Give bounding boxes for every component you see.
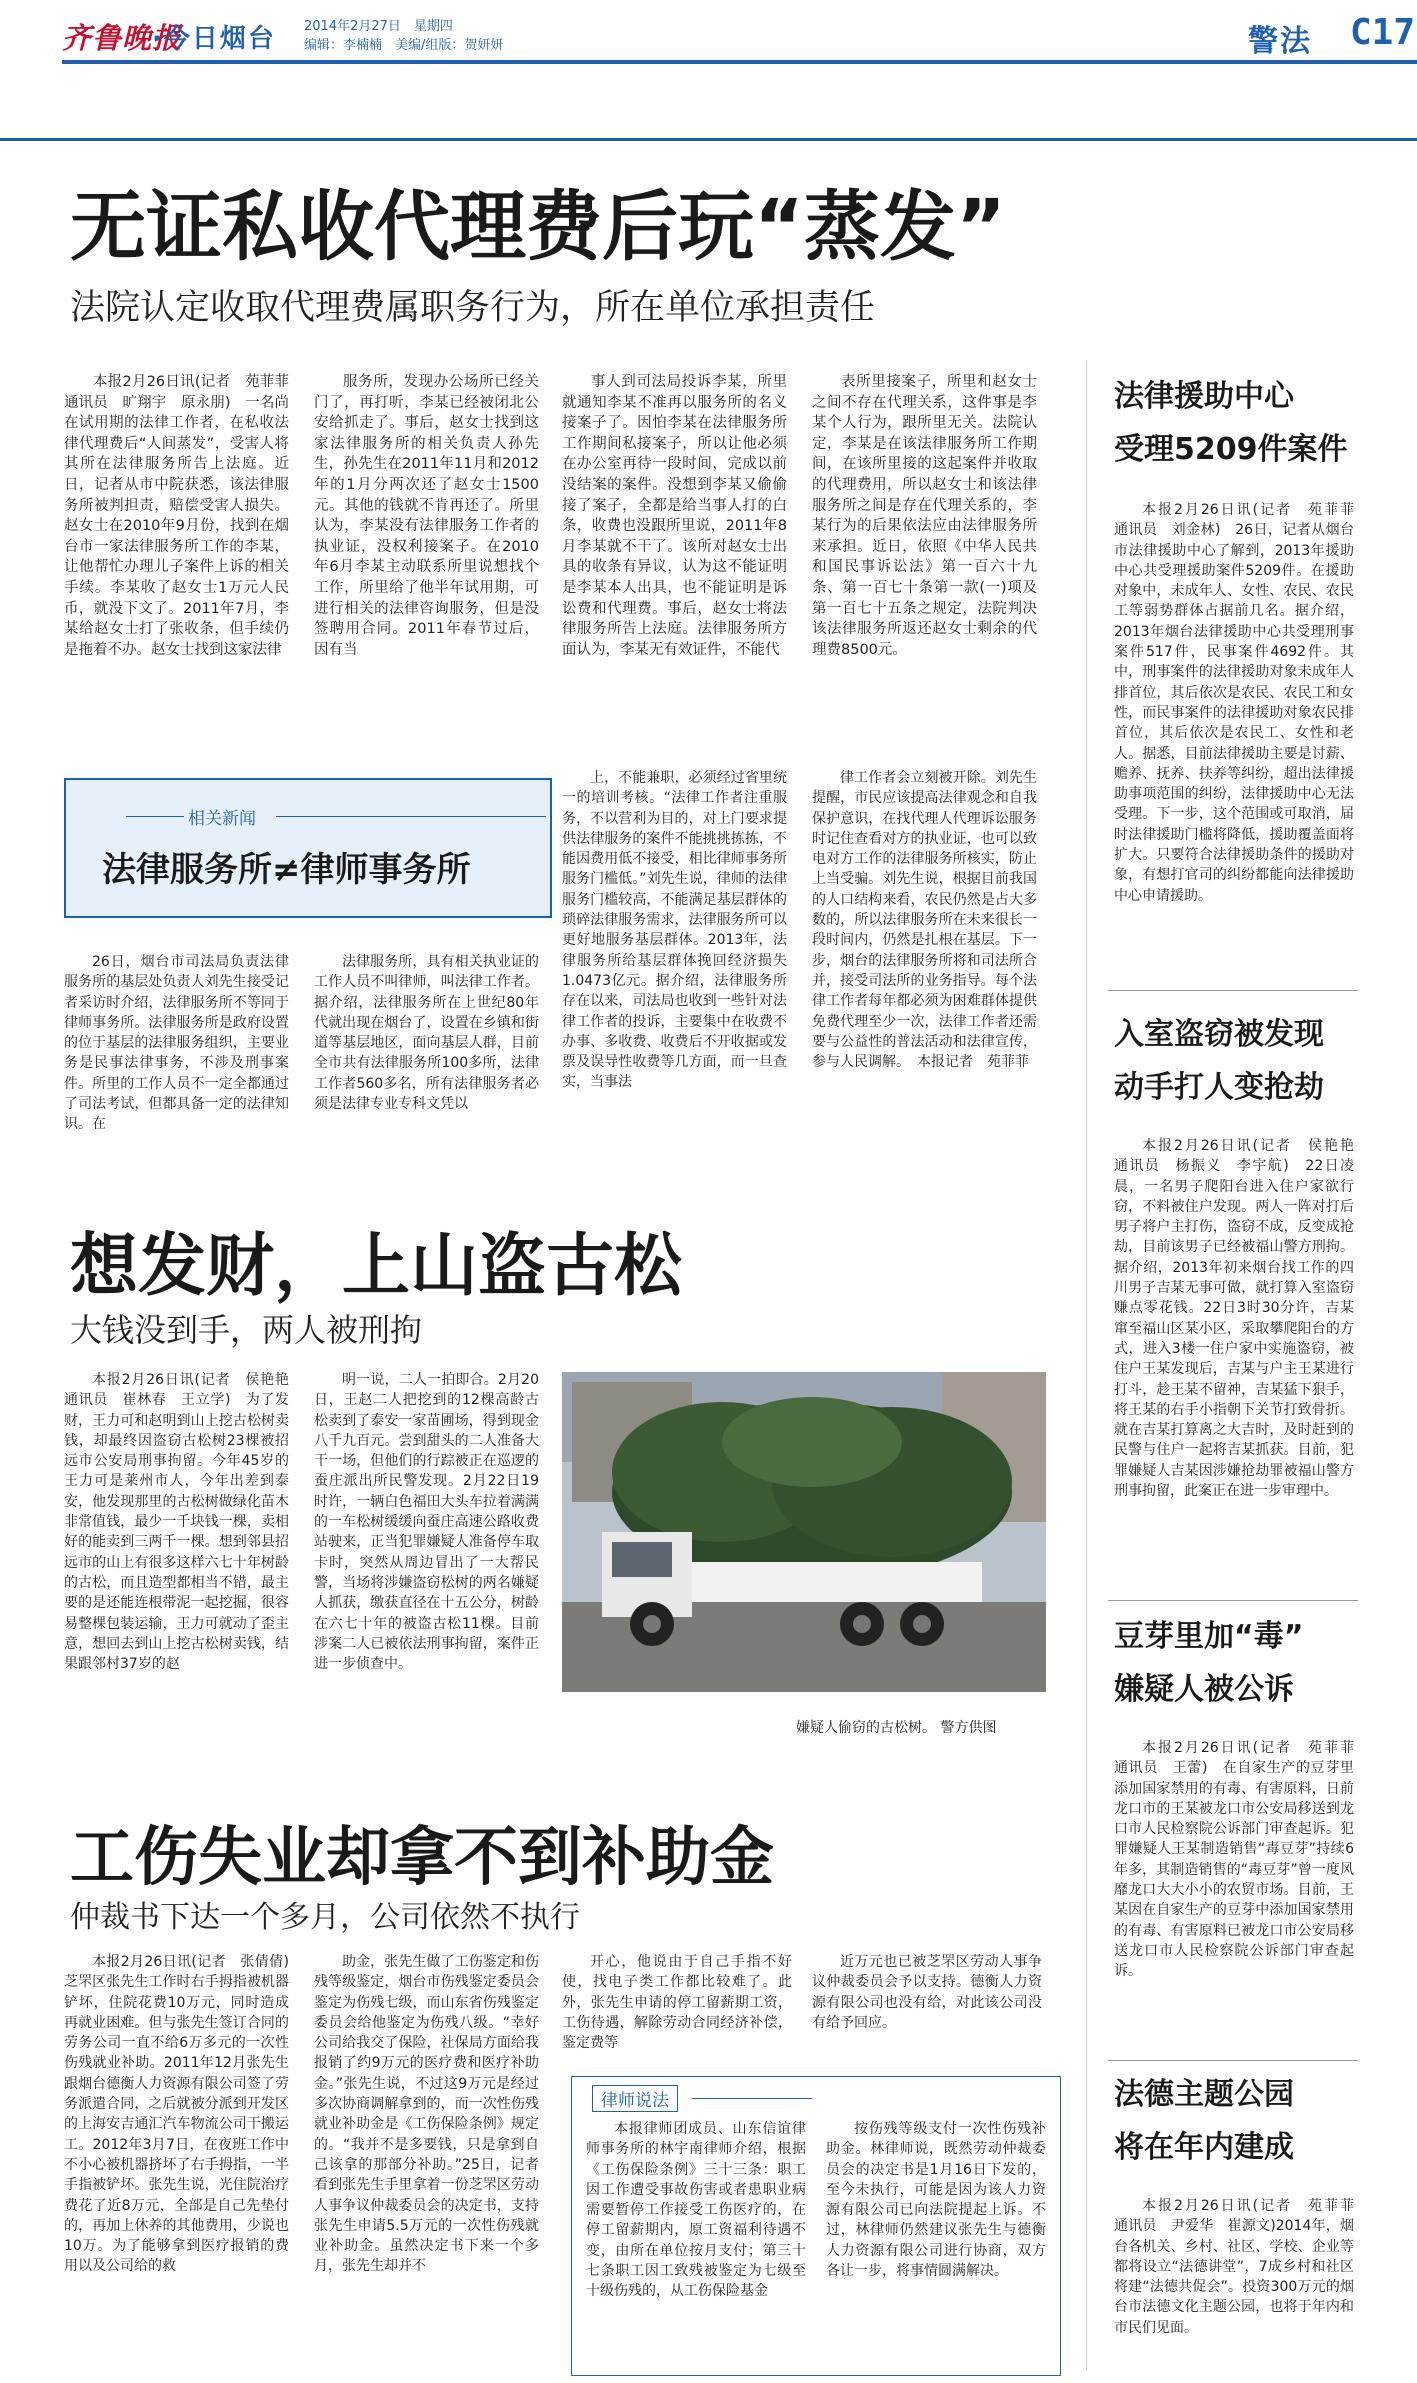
pine-truck-photo xyxy=(562,1372,1046,1692)
sidebar-story1-title-line1: 法律援助中心 xyxy=(1114,379,1294,414)
issue-meta xyxy=(304,17,503,55)
article1-subheadline: 法院认定收取代理费属职务行为，所在单位承担责任 xyxy=(70,288,876,328)
sidebar-story2-title-line1: 入室盗窃被发现 xyxy=(1114,1017,1324,1052)
related-news-box xyxy=(64,778,552,918)
article1-col2: 服务所，发现办公场所已经关门了，再打听，李某已经被闭北公安给抓走了。事后，赵女士找到这家法律服务所的相关负责人孙先生，孙先生在2011年11月和2012年的1月分两次还了赵女士1500元。其他的钱就不肯再还了。所里认为，李某没有法律服务工作者的执业证，没权利接案子。在2010年6月李某主动联系所里说想找个工作，所里给了他半年试用期，可进行相关的法律咨询服务，但是没签聘用合同。2011年春节过后，因有当 xyxy=(314,374,539,658)
section-name: ·今日烟台 xyxy=(152,24,276,54)
article1-col3: 事人到司法局投诉李某，所里就通知李某不准再以服务所的名义接案子了。因怕李某在法律服务所工作期间私接案子，所以让他必须在办公室再待一段时间，完成以前没结案的案件。没想到李某又偷偷接了案子，全都是给当事人打的白条，收费也没跟所里说，2011年8月李某就不干了。该所对赵女士出具的收条有异议，认为这不能证明是李某本人出具，也不能证明是诉讼费和代理费。事后，赵女士将法律服务所告上法庭。法律服务所方面认为，李某无有效证件，不能代 xyxy=(562,374,787,658)
article3-col4: 近万元也已被芝罘区劳动人事争议仲裁委员会予以支持。德衡人力资源有限公司也没有给，对此该公司没有给予回应。 xyxy=(812,1954,1042,2031)
sidebar-rule-3 xyxy=(1108,2060,1358,2061)
pine-truck-illustration xyxy=(562,1372,1046,1692)
sidebar-story3-title-line1: 豆芽里加“毒” xyxy=(1114,1619,1304,1654)
article3-col1: 本报2月26日讯(记者 张倩倩) 芝罘区张先生工作时右手拇指被机器铲坏，住院花费10万元，同时造成再就业困难。但与张先生签订合同的劳务公司一直不给6万多元的一次性伤残就业补助。2011年12月张先生跟烟台德衡人力资源有限公司签了劳务派遣合同，之后就被分派到开发区的上海安吉通汇汽车物流公司干搬运工。2012年3月7日，在夜班工作中不小心被机器挤坏了右手拇指，一半手指被铲坏。张先生说，光住院治疗费花了近8万元，全部是自己先垫付的，再加上休养的其他费用，少说也10万。为了能够拿到医疗报销的费用以及公司给的救 xyxy=(64,1954,303,2275)
sidebar-story1-body: 本报2月26日讯(记者 苑菲菲 通讯员 刘金林) 26日，记者从烟台市法律援助中心了解到，2013年援助中心共受理援助案件5209件。在援助对象中，未成年人、女性、农民、农民工等弱势群体占据前几名。据介绍，2013年烟台法律援助中心共受理刑事案件517件，民事案件4692件。其中，刑事案件的法律援助对象未成年人排首位，其后依次是农民、农民工和女性，而民事案件的法律援助对象农民排首位，其后依次是农民工、女性和老人。据悉，目前法律援助主要是讨薪、赡养、抚养、扶养等纠纷，超出法律援助事项范围的纠纷，法律援助中心无法受理。下一步，这个范围或可取消，届时法律援助门槛将降低，援助覆盖面将扩大。只要符合法律援助条件的援助对象，有想打官司的纠纷都能向法律援助中心申请援助。 xyxy=(1114,502,1368,904)
sidebar-story3-title-line2: 嫌疑人被公诉 xyxy=(1114,1672,1294,1707)
lawyer-col2: 按伤残等级支付一次性伤残补助金。林律师说，既然劳动仲裁委员会的决定书是1月16日下发的，至今未执行，可能是因为该人力资源有限公司已向法院提起上诉。不过，林律师仍然建议张先生与德衡人力资源有限公司进行协商，双方各让一步，将事情圆满解决。 xyxy=(826,2121,1046,2280)
related-col3: 上，不能兼职，必须经过省里统一的培训考核。“法律工作者注重服务，不以营利为目的，对上门要求提供法律服务的案件不能挑挑拣拣，不能因费用低不接受，相比律师事务所服务门槛低。”刘先生说，律师的法律服务门槛较高，不能满足基层群体的琐碎法律服务需求，法律服务所可以更好地服务基层群体。2013年，法律服务所给基层群体挽回经济损失1.0473亿元。据介绍，法律服务所存在以来，司法局也收到一些针对法律工作者的投诉，主要集中在收费不办事、多收费、收费后不开收据或发票及误导性收费等几方面，而一旦查实，当事法 xyxy=(562,770,787,1091)
sidebar-story2-title-line2: 动手打人变抢劫 xyxy=(1114,1070,1324,1105)
editor-credits: 编辑：李楠楠 美编/组版：贺妍妍 xyxy=(304,38,504,53)
related-tag-line-left xyxy=(126,816,184,817)
article2-col2: 明一说，二人一拍即合。2月20日，王赵二人把挖到的12棵高龄古松卖到了泰安一家苗圃场，得到现金八千九百元。尝到甜头的二人准备大干一场，但他们的行踪被正在巡逻的蚕庄派出所民警发现。2月22日19时许，一辆白色福田大头车拉着满满的一车松树缓缓向蚕庄高速公路收费站驶来，正当犯罪嫌疑人准备停车取卡时，突然从周边冒出了一大帮民警，当场将涉嫌盗窃松树的两名嫌疑人抓获，缴获直径在十五公分，树龄在六七十年的被盗古松11棵。目前涉案二人已被依法刑事拘留，案件正进一步侦查中。 xyxy=(314,1372,539,1673)
photo-caption: 嫌疑人偷窃的古松树。 警方供图 xyxy=(796,1720,997,1736)
sidebar-story4-title-line1: 法德主题公园 xyxy=(1114,2077,1294,2112)
issue-date: 2014年2月27日 星期四 xyxy=(304,19,453,34)
lawyer-opinion-box xyxy=(571,2076,1061,2376)
article2-subheadline: 大钱没到手，两人被刑拘 xyxy=(70,1311,423,1349)
related-col2: 法律服务所，具有相关执业证的工作人员不叫律师，叫法律工作者。据介绍，法律服务所在上世纪80年代就出现在烟台了，设置在乡镇和街道等基层地区，面向基层人群，目前全市共有法律服务所100多所，法律工作者560多名，所有法律服务者必须是法律专业专科文凭以 xyxy=(314,954,539,1113)
sidebar-separator xyxy=(1086,360,1087,2370)
sidebar-rule-2 xyxy=(1108,1600,1358,1601)
related-col1: 26日，烟台市司法局负责法律服务所的基层处负责人刘先生接受记者采访时介绍，法律服务所不等同于律师事务所。法律服务所是政府设置的位于基层的法律服务组织，主要业务是民事法律事务，不涉及刑事案件。所里的工作人员不一定全都通过了司法考试，但都具备一定的法律知识。在 xyxy=(64,954,289,1133)
article3-col2: 助金，张先生做了工伤鉴定和伤残等级鉴定，烟台市伤残鉴定委员会鉴定为伤残七级，而山东省伤残鉴定委员会给他鉴定为伤残八级。“幸好公司给我交了保险，社保局方面给我报销了约9万元的医疗费和医疗补助金。”张先生说，不过这9万元是经过多次协商调解拿到的，而一次性伤残就业补助金是《工伤保险条例》规定的。“我并不是多要钱，只是拿到自己该拿的那部分补助。”25日，记者看到张先生手里拿着一份芝罘区劳动人事争议仲裁委员会的决定书，支持张先生申请5.5万元的一次性伤残就业补助金。虽然决定书下来一个多月，张先生却并不 xyxy=(314,1954,539,2275)
sidebar-story1-title-line2: 受理5209件案件 xyxy=(1114,432,1348,467)
masthead-rule xyxy=(62,60,1417,64)
article2-col1: 本报2月26日讯(记者 侯艳艳 通讯员 崔林春 王立学) 为了发财，王力可和赵明到山上挖古松树卖钱，却最终因盗窃古松树23棵被招远市公安局刑事拘留。今年45岁的王力可是莱州市人，今年出差到泰安，他发现那里的古松树做绿化苗木非常值钱，最少一千块钱一棵，卖相好的能卖到三两千一棵。想到邻县招远市的山上有很多这样六七十年树龄的古松，而且造型都相当不错，最主要的是还能连根带泥一起挖掘，很容易整棵包装运输，王力可就动了歪主意，想回去到山上挖古松树卖钱，结果跟邻村37岁的赵 xyxy=(64,1372,303,1673)
sidebar-rule-1 xyxy=(1108,990,1358,991)
article3-col3: 开心，他说由于自己手指不好使，找电子类工作都比较难了。此外，张先生申请的停工留薪期工资，工伤待遇，解除劳动合同经济补偿，鉴定费等 xyxy=(562,1954,792,2052)
article2-headline: 想发财，上山盗古松 xyxy=(70,1227,683,1306)
page-category: 警法 xyxy=(1248,24,1312,59)
related-news-title: 法律服务所≠律师事务所 xyxy=(102,850,471,890)
sidebar-story3-body: 本报2月26日讯(记者 苑菲菲 通讯员 王蕾) 在自家生产的豆芽里添加国家禁用的有毒、有害原料，日前龙口市的王某被龙口市公安局移送到龙口市人民检察院公诉部门审查起诉。犯罪嫌疑人王某制造销售“毒豆芽”持续6年多，其制造销售的“毒豆芽”曾一度风靡龙口大大小小的农贸市场。目前，王某因在自家生产的豆芽中添加国家禁用的有毒、有害原料已被龙口市公安局移送龙口市人民检察院公诉部门审查起诉。 xyxy=(1114,1740,1368,1980)
article1-col1: 本报2月26日讯(记者 苑菲菲 通讯员 旷翔宇 原永朋) 一名尚在试用期的法律工作者，在私收法律代理费后“人间蒸发”，受害人将其所在法律服务所告上法庭。近日，记者从市中院获悉，该法律服务所被判担责，赔偿受害人损失。赵女士在2010年9月份，找到在烟台市一家法律服务所工作的李某，让他帮忙办理儿子案件上诉的相关手续。李某收了赵女士1万元人民币，就没下文了。2011年7月，李某给赵女士打了张收条，但手续仍是拖着不办。赵女士找到这家法律 xyxy=(64,374,304,658)
article3-subheadline: 仲裁书下达一个多月，公司依然不执行 xyxy=(70,1900,580,1935)
page-number: C17 xyxy=(1350,12,1416,53)
article1-headline: 无证私收代理费后玩“蒸发” xyxy=(70,182,1006,271)
lawyer-col1: 本报律师团成员、山东信谊律师事务所的林宇南律师介绍，根据《工伤保险条例》三十三条：职工因工作遭受事故伤害或者患职业病需要暂停工作接受工伤医疗的，在停工留薪期内，原工资福利待遇不变，由所在单位按月支付；第三十七条职工因工致残被鉴定为七级至十级伤残的，从工伤保险基金 xyxy=(586,2121,806,2300)
related-news-tag: 相关新闻 xyxy=(188,809,256,829)
section-rule xyxy=(0,138,1417,141)
masthead xyxy=(0,0,1417,62)
sidebar-story2-body: 本报2月26日讯(记者 侯艳艳 通讯员 杨振义 李宇航) 22日凌晨，一名男子爬阳台进入住户家欲行窃，不料被住户发现。两人一阵对打后男子将户主打伤，盗窃不成，反变成抢劫，目前该男子已经被福山警方刑拘。据介绍，2013年初来烟台找工作的四川男子吉某无事可做，就打算入室盗窃赚点零花钱。22日3时30分许，吉某窜至福山区某小区，采取攀爬阳台的方式，进入3楼一住户家中实施盗窃，被住户王某发现后，吉某与户主王某进行打斗，趁王某不留神，吉某猛下狠手，将王某的右手小指朝下关节打致骨折。就在吉某打算离之大吉时，及时赶到的民警与住户一起将吉某抓获。目前，犯罪嫌疑人吉某因涉嫌抢劫罪被福山警方刑事拘留，此案正在进一步审理中。 xyxy=(1114,1138,1368,1500)
article3-headline: 工伤失业却拿不到补助金 xyxy=(70,1821,774,1895)
sidebar-story4-title-line2: 将在年内建成 xyxy=(1114,2130,1294,2165)
article1-col4: 表所里接案子，所里和赵女士之间不存在代理关系，这件事是李某个人行为，跟所里无关。法院认定，李某是在该法律服务所工作期间，在该所里接的这起案件并收取的代理费用，所以赵女士和该法律服务所之间是存在代理关系的，李某行为的后果依法应由法律服务所来承担。近日，依照《中华人民共和国民事诉讼法》第一百六十九条、第一百七十条第一款(一)项及第一百七十五条之规定，法院判决该法律服务所返还赵女士剩余的代理费8500元。 xyxy=(812,374,1037,658)
lawyer-tag-line xyxy=(692,2098,812,2099)
related-col4: 律工作者会立刻被开除。刘先生提醒，市民应该提高法律观念和自我保护意识，在找代理人代理诉讼服务时记住查看对方的执业证，也可以致电对方工作的法律服务所核实，防止上当受骗。刘先生说，根据目前我国的人口结构来看，农民仍然是占大多数的，所以法律服务所在未来很长一段时间内，仍然是扎根在基层。下一步，烟台的法律服务所将和司法所合并，接受司法所的业务指导。每个法律工作者每年都必须为困难群体提供免费代理至少一次，法律工作者还需要与公益性的普法活动和法律宣传，参与人民调解。 本报记者 苑菲菲 xyxy=(812,770,1037,1071)
lawyer-opinion-tag: 律师说法 xyxy=(592,2085,678,2112)
related-tag-line-right xyxy=(276,816,546,817)
sidebar-story4-body: 本报2月26日讯(记者 苑菲菲 通讯员 尹爱华 崔源文)2014年，烟台各机关、乡村、社区、学校、企业等都将设立“法德讲堂”，7成乡村和社区将建“法德共促会”。投资300万元的烟台市法德文化主题公园，也将于年内和市民们见面。 xyxy=(1114,2198,1368,2336)
paper-logo: 齐鲁晚报 xyxy=(62,21,183,55)
